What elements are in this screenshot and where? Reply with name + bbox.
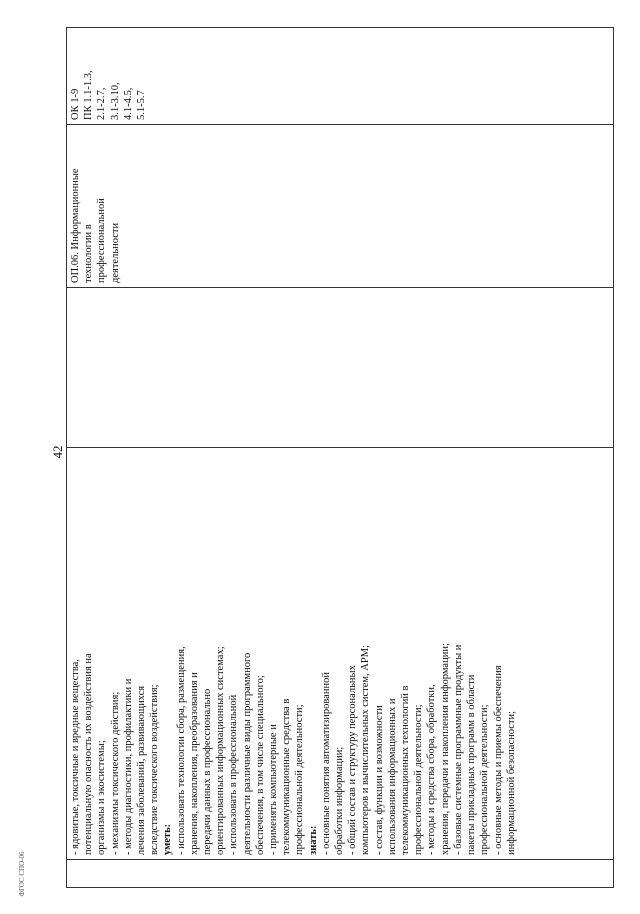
text-line: хранения, накопления, преобразования и [188, 672, 200, 855]
text-line: - общий состав и структуру персональных [347, 665, 359, 855]
page-number: 42 [50, 445, 65, 459]
text-line: деятельности различные виды программного [241, 652, 253, 855]
discipline-cell [67, 125, 614, 288]
skills-knowledge-cell [67, 448, 614, 860]
text-line: пакеты прикладных программ в области [466, 674, 478, 855]
text-line: обеспечения, в том числе специального; [254, 675, 266, 855]
text-line: информационной безопасности; [505, 710, 517, 855]
text-line: деятельности [109, 222, 121, 283]
text-line: ориентированных информационных системах; [215, 646, 227, 855]
text-line: уметь: [162, 823, 174, 855]
table-row [67, 28, 614, 888]
text-line: потенциальную опасность их воздействия на [83, 653, 95, 855]
text-line: 3.1-3.10, [109, 82, 121, 120]
text-line: - ядовитые, токсичные и вредные вещества, [70, 659, 81, 855]
text-line: 4.1-4.5, [122, 87, 134, 120]
text-line: - основные методы и приемы обеспечения [492, 665, 504, 855]
competencies-lines [69, 32, 148, 120]
text-line: технологии в [83, 224, 95, 283]
text-line: - состав, функции и возможности [373, 705, 385, 855]
text-line: профессиональной деятельности; [413, 704, 425, 855]
competency-table-wrapper [66, 28, 614, 888]
text-line: лечения заболеваний, развивающихся [136, 685, 148, 855]
text-line: профессиональной деятельности; [294, 704, 306, 855]
skills-knowledge-lines [69, 452, 518, 855]
footer-code: ФГОС СПО-06 [18, 851, 26, 897]
text-line: - механизмы токсического действия; [109, 691, 121, 855]
text-line: - основные понятия автоматизированной [320, 672, 332, 855]
discipline-lines [69, 129, 122, 283]
text-line: профессиональной [96, 198, 108, 283]
competency-table [66, 27, 614, 888]
text-line: - применять компьютерные и [268, 724, 280, 855]
text-line: - методы и средства сбора, обработки, [426, 684, 438, 855]
text-line: ОК 1-9 [70, 88, 81, 120]
text-line: компьютеров и вычислительных систем, АРМ; [360, 645, 372, 855]
text-line: профессиональной деятельности; [479, 704, 491, 855]
text-line: 2.1-2.7, [96, 87, 108, 120]
text-line: - использовать в профессиональной [228, 694, 240, 855]
text-line: - базовые системные программные продукты и [452, 644, 464, 855]
text-line: передачи данных в профессионально [202, 688, 214, 855]
text-line: хранения, передачи и накопления информации; [439, 643, 451, 855]
text-line: вследствие токсического воздействия; [149, 684, 161, 855]
empty-cell [67, 288, 614, 448]
text-line: организмы и экосистемы; [96, 740, 108, 855]
text-line: - использовать технологии сбора, размещения, [175, 646, 187, 855]
text-line: телекоммуникационные средства в [281, 698, 293, 855]
text-line: обработки информации; [334, 746, 346, 855]
text-line: ПК 1.1-1.3, [83, 70, 95, 120]
text-line: использования информационных и [386, 698, 398, 855]
text-line: - методы диагностики, профилактики и [122, 678, 134, 855]
competencies-cell [67, 28, 614, 125]
index-cell [67, 860, 614, 888]
text-line: знать: [307, 825, 319, 855]
text-line: 5.1-5.7 [136, 90, 148, 120]
text-line: телекоммуникационных технологий в [400, 685, 412, 855]
text-line: ОП.06. Информационные [70, 168, 81, 283]
